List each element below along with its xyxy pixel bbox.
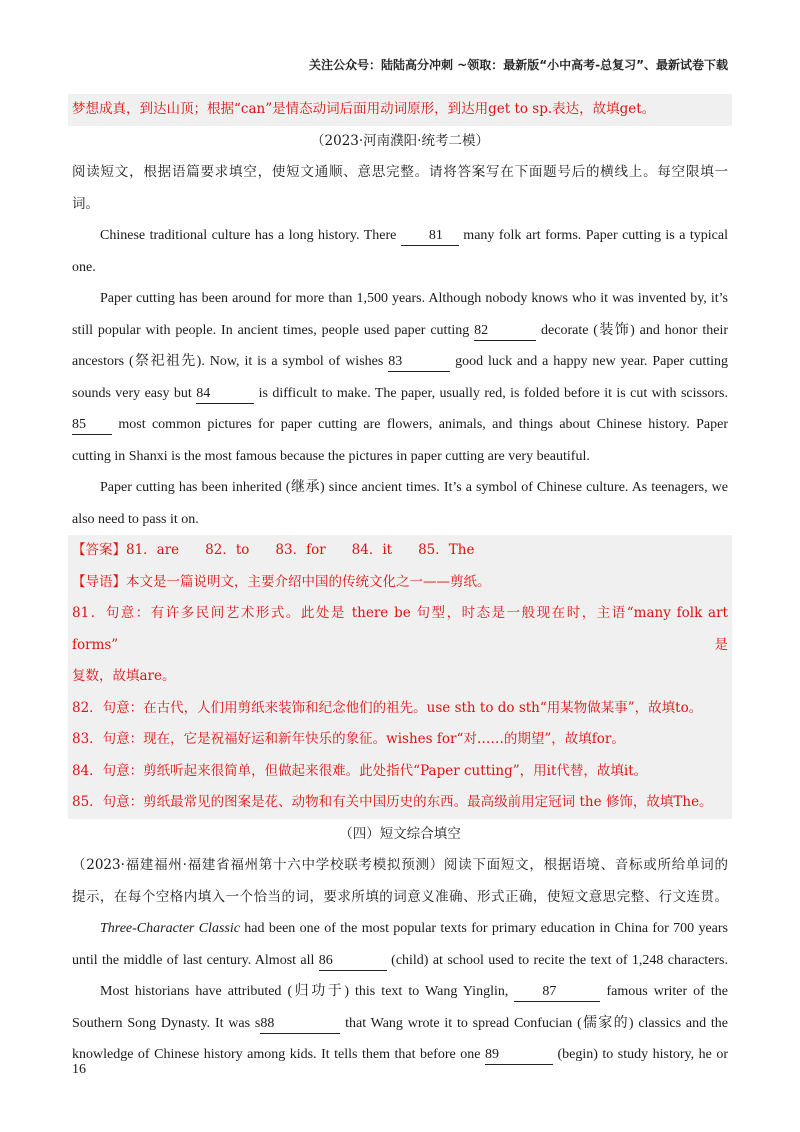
passage1-para3-line1: Paper cutting has been inherited (继承) since ancient times. It’s a symbol of Chinese culture. As teenagers, we xyxy=(100,480,728,495)
passage2-source-line1: （2023·福建福州·福建省福州第十六中学校联考模拟预测）阅读下面短文，根据语境、音标或所给单词的 xyxy=(72,857,728,873)
passage2-para1-line1 xyxy=(72,913,728,945)
section-title: （四）短文综合填空 xyxy=(339,825,461,842)
explanation-81-line2: 复数，故填are。 xyxy=(68,661,732,693)
passage1-para2-line3 xyxy=(72,346,728,378)
passage1-text: still popular with people. In ancient times, people used paper cutting xyxy=(72,322,475,338)
passage1-text: many folk art forms. Paper cutting is a typical xyxy=(458,228,728,243)
answer-key xyxy=(68,535,732,567)
passage1-para3-line2: also need to pass it on. xyxy=(72,511,199,527)
passage2-text: Most historians have attributed (归功于) this text to Wang Yinglin, xyxy=(100,984,515,999)
passage2-text: knowledge of Chinese history among kids. It tells them that before one xyxy=(72,1047,485,1062)
answer-item: 85．The xyxy=(418,542,475,558)
answer-item: 81．are xyxy=(126,542,180,558)
passage2-text: (begin) to study history, he or xyxy=(552,1047,729,1062)
book-title: Three-Character Classic xyxy=(100,921,240,936)
passage2-text: until the middle of last century. Almost all xyxy=(72,952,319,968)
passage2-text: famous writer of the xyxy=(600,984,728,999)
passage1-para1-line1 xyxy=(72,220,728,252)
blank-89: 89 xyxy=(485,1046,553,1065)
blank-83: 83 xyxy=(388,353,450,372)
explanation-83: 83．句意：现在，它是祝福好运和新年快乐的象征。wishes for“对……的期望”，故填for。 xyxy=(68,724,732,756)
passage2-text: had been one of the most popular texts for primary education in China for 700 years xyxy=(239,921,728,936)
answer-item: 84．it xyxy=(351,542,393,558)
passage1-text: good luck and a happy new year. Paper cutting xyxy=(450,354,728,369)
passage2-para2-line2 xyxy=(72,1008,728,1040)
answer-guide: 【导语】本文是一篇说明文，主要介绍中国的传统文化之一——剪纸。 xyxy=(68,567,732,599)
passage2-text: (child) at school used to recite the text of 1,248 characters. xyxy=(386,952,728,968)
blank-88: 88 xyxy=(260,1015,340,1034)
passage1-text: most common pictures for paper cutting are flowers, animals, and things about Chinese history. Paper xyxy=(112,417,728,432)
blank-84: 84 xyxy=(196,385,254,404)
passage1-text: ancestors (祭祀祖先). Now, it is a symbol of wishes xyxy=(72,354,389,369)
document-body xyxy=(72,94,728,1071)
passage2-source-line2: 提示，在每个空格内填入一个恰当的词，要求所填的词意义准确、形式正确，使短文意思完整、行文连贯。 xyxy=(72,888,728,905)
blank-81: 81 xyxy=(401,227,459,246)
page-number: 16 xyxy=(72,1062,86,1077)
previous-answer-tail: 梦想成真，到达山顶；根据“can”是情态动词后面用动词原形，到达用get to sp.表达，故填get。 xyxy=(68,94,732,126)
passage1-para2-line1: Paper cutting has been around for more than 1,500 years. Although nobody knows who it was invented by, it’s xyxy=(100,291,728,306)
explanation-84: 84．句意：剪纸听起来很简单，但做起来很难。此处指代“Paper cutting”，用it代替，故填it。 xyxy=(68,756,732,788)
passage1-text: decorate (装饰) and honor their xyxy=(536,322,728,338)
answer-item: 83．for xyxy=(275,542,326,558)
passage1-instruction-line1: 阅读短文，根据语篇要求填空，使短文通顺、意思完整。请将答案写在下面题号后的横线上。每空限填一 xyxy=(72,164,728,180)
explanation-81-line1: 81．句意：有许多民间艺术形式。此处是 there be 句型，时态是一般现在时，主语“many folk art forms”是 xyxy=(68,598,732,661)
passage1-text: is difficult to make. The paper, usually red, is folded before it is cut with scissors. xyxy=(254,385,728,401)
explanation-82: 82．句意：在古代，人们用剪纸来装饰和纪念他们的祖先。use sth to do sth“用某物做某事”，故填to。 xyxy=(68,693,732,725)
passage1-para2-line4 xyxy=(72,378,728,410)
passage1-instruction-line2: 词。 xyxy=(72,195,99,212)
page-header: 关注公众号：陆陆高分冲刺 ~领取：最新版“小中高考-总复习”、最新试卷下载 xyxy=(309,58,728,72)
passage1-text: sounds very easy but xyxy=(72,385,197,401)
blank-85: 85 xyxy=(72,416,112,435)
passage1-text: Chinese traditional culture has a long history. There xyxy=(100,228,401,243)
passage2-text: that Wang wrote it to spread Confucian (儒家的) classics and the xyxy=(340,1015,728,1031)
passage2-text: Southern Song Dynasty. It was s xyxy=(72,1015,261,1031)
blank-82: 82 xyxy=(474,322,536,341)
passage1-para2-line5 xyxy=(72,409,728,441)
passage1-source: （2023·河南濮阳·统考二模） xyxy=(311,132,489,149)
passage1-para2-line2 xyxy=(72,315,728,347)
passage2-para2-line3 xyxy=(72,1039,728,1071)
answer-item: 82．to xyxy=(205,542,250,558)
explanation-85: 85．句意：剪纸最常见的图案是花、动物和有关中国历史的东西。最高级前用定冠词 the 修饰，故填The。 xyxy=(68,787,732,819)
passage2-para1-line2 xyxy=(72,945,728,977)
blank-86: 86 xyxy=(319,952,387,971)
blank-87: 87 xyxy=(514,983,600,1002)
passage2-para2-line1 xyxy=(72,976,728,1008)
passage1-para2-line6: cutting in Shanxi is the most famous because the pictures in paper cutting are very beautiful. xyxy=(72,448,590,464)
answer-label: 【答案】 xyxy=(72,542,126,558)
passage1-para1-line2: one. xyxy=(72,259,96,275)
